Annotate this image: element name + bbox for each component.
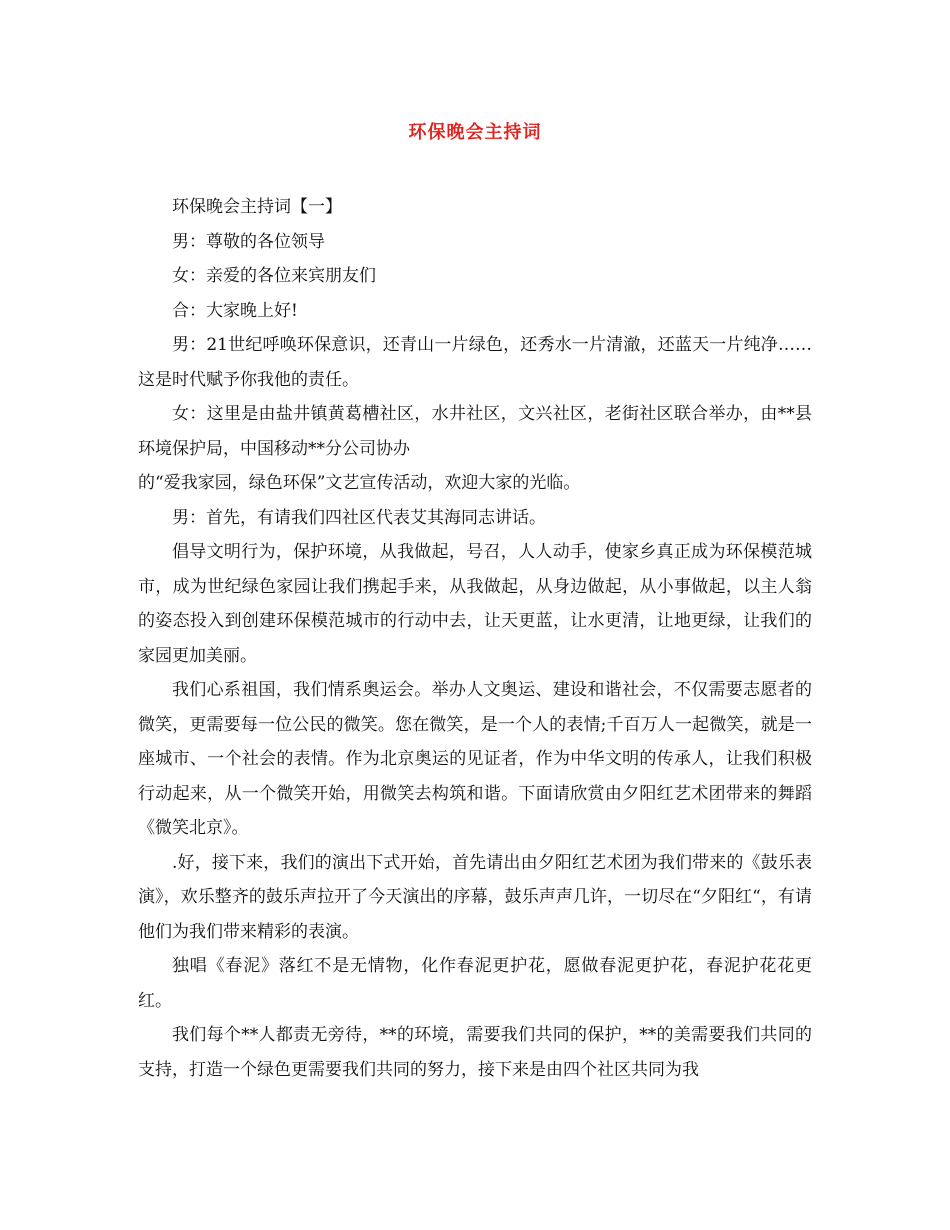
paragraph-male-speech-invite: 男：首先，有请我们四社区代表艾其海同志讲话。	[172, 507, 546, 528]
paragraph-female-intro: 女：这里是由盐井镇黄葛槽社区，水井社区，文兴社区，老街社区联合举办，由**县环境保护局，中国移动**分公司协办	[138, 404, 812, 459]
paragraph-female-greeting: 女：亲爱的各位来宾朋友们	[172, 266, 376, 286]
paragraph-male-intro: 男：21世纪呼唤环保意识，还青山一片绿色，还秀水一片清澈，还蓝天一片纯净……这是时代赋予你我他的责任。	[138, 335, 812, 390]
paragraph-section-heading: 环保晚会主持词【一】	[172, 197, 342, 217]
paragraph-solo-song: 独唱《春泥》落红不是无情物，化作春泥更护花，愿做春泥更护花，春泥护花花更红。	[138, 956, 812, 1011]
paragraph-community: 我们每个**人都责无旁待，**的环境，需要我们共同的保护，**的美需要我们共同的支持，打造一个绿色更需要我们共同的努力，接下来是由四个社区共同为我	[138, 1025, 812, 1080]
paragraph-drum-performance: .好，接下来，我们的演出下式开始，首先请出由夕阳红艺术团为我们带来的《鼓乐表演》，欢乐整齐的鼓乐声拉开了今天演出的序幕，鼓乐声声几许，一切尽在“夕阳红“，有请他们为我们带来精彩的表演。	[138, 852, 812, 942]
paragraph-olympics: 我们心系祖国，我们情系奥运会。举办人文奥运、建设和谐社会，不仅需要志愿者的微笑，更需要每一位公民的微笑。您在微笑，是一个人的表情;千百万人一起微笑，就是一座城市、一个社会的表情。作为北京奥运的见证者，作为中华文明的传承人，让我们积极行动起来，从一个微笑开始，用微笑去构筑和谐。下面请欣赏由夕阳红艺术团带来的舞蹈《微笑北京》。	[138, 680, 812, 838]
paragraph-male-greeting: 男：尊敬的各位领导	[172, 231, 325, 252]
paragraph-joint-greeting: 合：大家晚上好!	[172, 300, 298, 321]
paragraph-female-intro-continued: 的“爱我家园，绿色环保”文艺宣传活动，欢迎大家的光临。	[138, 473, 581, 493]
document-title: 环保晚会主持词	[408, 122, 542, 143]
document-page	[138, 118, 812, 1087]
paragraph-civilization: 倡导文明行为，保护环境，从我做起，号召，人人动手，使家乡真正成为环保模范城市，成为世纪绿色家园让我们携起手来，从我做起，从身边做起，从小事做起，以主人翁的姿态投入到创建环保模范城市的行动中去，让天更蓝，让水更清，让地更绿，让我们的家园更加美丽。	[138, 542, 812, 666]
